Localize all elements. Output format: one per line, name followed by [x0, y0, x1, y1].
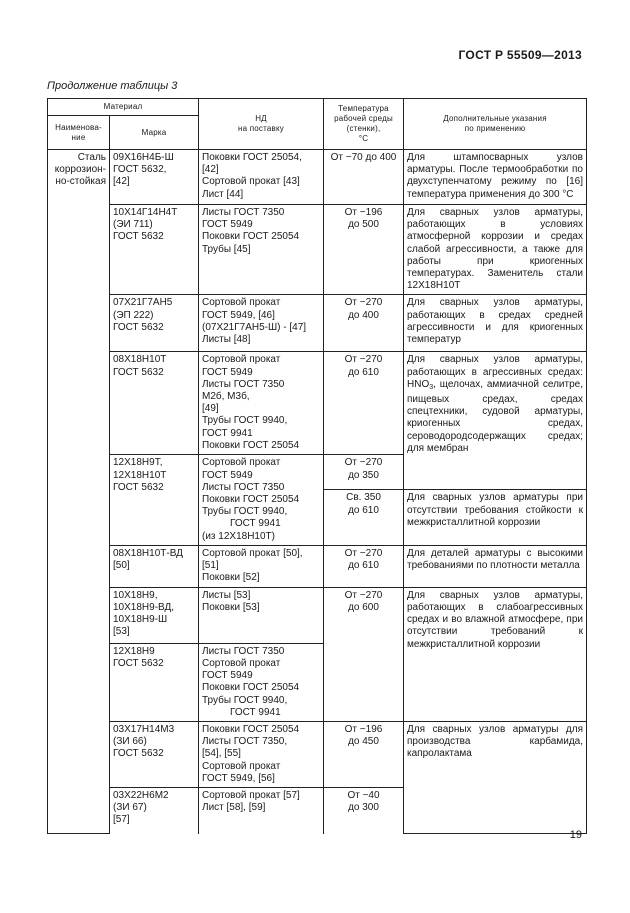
header-grade: Марка: [110, 116, 199, 150]
grade-cell: 03Х22Н6М2 (ЗИ 67) [57]: [110, 788, 199, 834]
table-row: [48, 545, 587, 587]
nd-cell: [199, 455, 324, 545]
nd-text: Сортовой прокат ГОСТ 5949 Листы ГОСТ 7350 Поковки ГОСТ 25054 Трубы ГОСТ 9940,: [202, 457, 300, 518]
nd-cell: Листы [53] Поковки [53]: [199, 587, 324, 643]
temperature-cell: От −270 до 610: [324, 352, 404, 455]
temperature-cell: От −270 до 600: [324, 587, 404, 721]
document-code: ГОСТ Р 55509—2013: [458, 48, 582, 62]
nd-cell: Сортовой прокат [50], [51] Поковки [52]: [199, 545, 324, 587]
table-row: [48, 722, 587, 788]
header-material: Материал: [48, 99, 199, 116]
nd-text: ГОСТ 9941: [230, 518, 281, 530]
header-temperature: Температура рабочей среды (стенки), °С: [324, 99, 404, 150]
nd-cell: Сортовой прокат ГОСТ 5949, [46] (07Х21Г7АН5-Ш) - [47] Листы [48]: [199, 295, 324, 352]
nd-cell: Поковки ГОСТ 25054, [42] Сортовой прокат [43] Лист [44]: [199, 150, 324, 205]
page-number: 19: [569, 829, 582, 841]
temperature-cell: Св. 350 до 610: [324, 490, 404, 546]
table-row: [48, 587, 587, 643]
notes-text: , щелочах, аммиачной селитре, пищевых средах, средах спецтехники, судовой арматуры, криогенных средах, сероводородсодержащих средах; для мембран: [407, 378, 583, 454]
grade-cell: 09Х16Н4Б-Ш ГОСТ 5632, [42]: [110, 150, 199, 205]
notes-cell: Для деталей арматуры с высокими требованиями по плотности металла: [404, 545, 587, 587]
temperature-cell: От −196 до 500: [324, 205, 404, 295]
notes-cell: [404, 352, 587, 490]
grade-cell: 12Х18Н9 ГОСТ 5632: [110, 643, 199, 721]
table-row: [48, 150, 587, 205]
table-caption: Продолжение таблицы 3: [47, 80, 178, 92]
grade-cell: 08Х18Н10Т-ВД [50]: [110, 545, 199, 587]
table-row: [48, 352, 587, 455]
notes-text: Для сварных узлов арматуры, работающих в агрессивных средах: HNO: [407, 354, 583, 390]
temperature-cell: От −270 до 350: [324, 455, 404, 490]
grade-cell: 08Х18Н10Т ГОСТ 5632: [110, 352, 199, 455]
grade-cell: 07Х21Г7АН5 (ЭП 222) ГОСТ 5632: [110, 295, 199, 352]
nd-cell: Сортовой прокат ГОСТ 5949 Листы ГОСТ 7350 М2б, М3б, [49] Трубы ГОСТ 9940, ГОСТ 9941 Поковки ГОСТ 25054: [199, 352, 324, 455]
material-name-cell: Сталь коррозион- но-стойкая: [48, 150, 110, 834]
temperature-cell: От −270 до 610: [324, 545, 404, 587]
table-row: [48, 295, 587, 352]
temperature-cell: От −40 до 300: [324, 788, 404, 834]
nd-cell: Листы ГОСТ 7350 ГОСТ 5949 Поковки ГОСТ 25054 Трубы [45]: [199, 205, 324, 295]
grade-cell: 10Х14Г14Н4Т (ЭИ 711) ГОСТ 5632: [110, 205, 199, 295]
header-notes: Дополнительные указания по применению: [404, 99, 587, 150]
nd-text: (из 12Х18Н10Т): [202, 530, 275, 542]
notes-cell: Для сварных узлов арматуры, работающих в слабоагрессивных средах и во влажной атмосфере, при отсутствии требований к межкристаллитной коррозии: [404, 587, 587, 721]
nd-cell: [199, 643, 324, 721]
notes-cell: Для сварных узлов арматуры для производства карбамида, капролактама: [404, 722, 587, 834]
temperature-cell: От −196 до 450: [324, 722, 404, 788]
notes-cell: Для сварных узлов арматуры, работающих в средах средней агрессивности и для криогенных температур: [404, 295, 587, 352]
nd-text: Листы ГОСТ 7350 Сортовой прокат ГОСТ 5949 Поковки ГОСТ 25054 Трубы ГОСТ 9940,: [202, 645, 300, 706]
notes-cell: Для сварных узлов арматуры при отсутствии требования стойкости к межкристаллитной коррозии: [404, 490, 587, 546]
header-name: Наименова- ние: [48, 116, 110, 150]
temperature-cell: От −70 до 400: [324, 150, 404, 205]
temperature-cell: От −270 до 400: [324, 295, 404, 352]
nd-cell: Сортовой прокат [57] Лист [58], [59]: [199, 788, 324, 834]
materials-table: [47, 98, 587, 834]
table-row: [48, 205, 587, 295]
header-nd: НД на поставку: [199, 99, 324, 150]
notes-cell: Для штампосварных узлов арматуры. После термообработки по двухступенчатому режиму по [16] температура применения до 300 °С: [404, 150, 587, 205]
grade-cell: 10Х18Н9, 10Х18Н9-ВД, 10Х18Н9-Ш [53]: [110, 587, 199, 643]
notes-cell: Для сварных узлов арматуры, работающих в условиях атмосферной коррозии и средах слабой агрессивности, а также для работы при криогенных температурах. Заменитель стали 12Х18Н10Т: [404, 205, 587, 295]
notes-subscript: 3: [429, 383, 434, 391]
nd-cell: Поковки ГОСТ 25054 Листы ГОСТ 7350, [54], [55] Сортовой прокат ГОСТ 5949, [56]: [199, 722, 324, 788]
grade-cell: 03Х17Н14М3 (ЗИ 66) ГОСТ 5632: [110, 722, 199, 788]
grade-cell: 12Х18Н9Т, 12Х18Н10Т ГОСТ 5632: [110, 455, 199, 545]
nd-text: ГОСТ 9941: [230, 706, 281, 718]
